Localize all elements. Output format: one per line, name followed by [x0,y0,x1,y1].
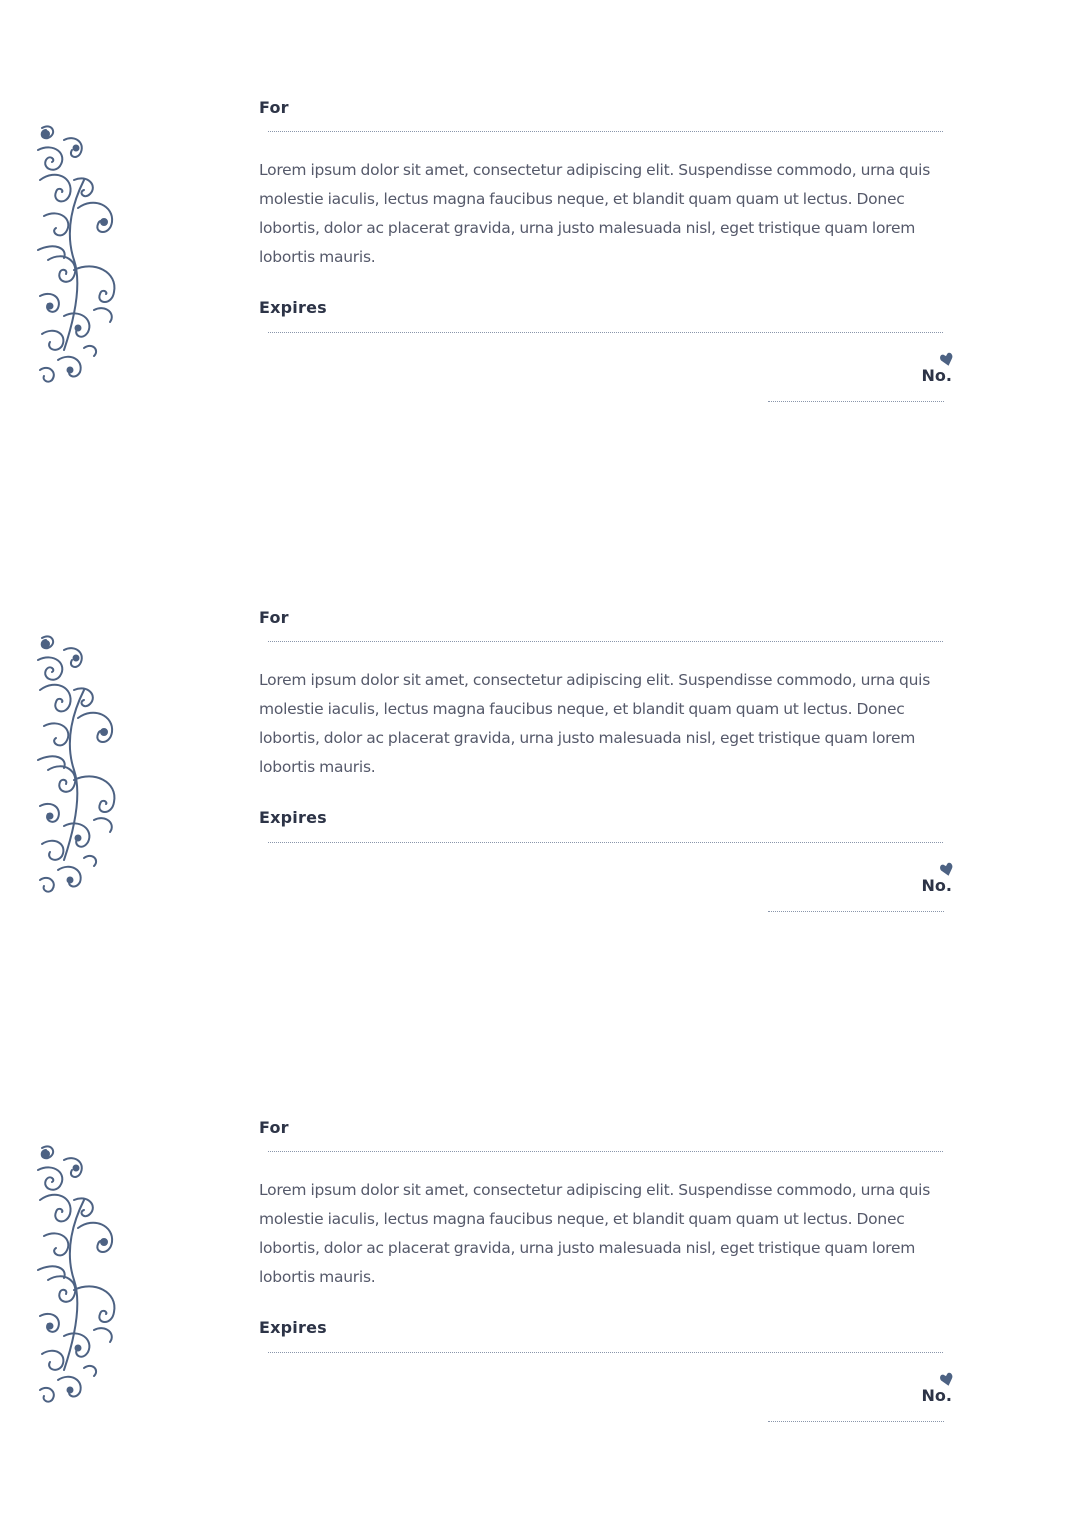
swirl-ornament-icon [34,120,134,390]
coupon-description: Lorem ipsum dolor sit amet, consectetur adipiscing elit. Suspendisse commodo, urna quis molestie iaculis, lectus magna faucibus neque, et blandit quam quam ut lectus. Donec lobortis, dolor ac placerat gravida, urna justo malesuada nisl, eget tristique quam lorem lobortis mauris. [259,161,931,266]
coupon-2 [0,600,1080,930]
coupon-description: Lorem ipsum dolor sit amet, consectetur adipiscing elit. Suspendisse commodo, urna quis molestie iaculis, lectus magna faucibus neque, et blandit quam quam ut lectus. Donec lobortis, dolor ac placerat gravida, urna justo malesuada nisl, eget tristique quam lorem lobortis mauris. [259,671,931,776]
for-field-line[interactable] [268,1151,943,1152]
coupon-description: Lorem ipsum dolor sit amet, consectetur adipiscing elit. Suspendisse commodo, urna quis molestie iaculis, lectus magna faucibus neque, et blandit quam quam ut lectus. Donec lobortis, dolor ac placerat gravida, urna justo malesuada nisl, eget tristique quam lorem lobortis mauris. [259,1181,931,1286]
expires-label: Expires [259,298,327,317]
number-label: No. [921,1386,952,1405]
coupon-1 [0,90,1080,420]
expires-field-line[interactable] [268,842,943,843]
expires-field-line[interactable] [268,332,943,333]
expires-label: Expires [259,808,327,827]
swirl-ornament-icon [34,1140,134,1410]
for-label: For [259,608,289,627]
swirl-ornament-icon [34,630,134,900]
expires-label: Expires [259,1318,327,1337]
number-field [768,1368,952,1428]
number-field-line[interactable] [768,401,944,402]
number-field-line[interactable] [768,1421,944,1422]
number-field [768,348,952,408]
coupon-3 [0,1110,1080,1440]
for-field-line[interactable] [268,131,943,132]
for-label: For [259,98,289,117]
number-field [768,858,952,918]
expires-field-line[interactable] [268,1352,943,1353]
number-label: No. [921,366,952,385]
for-field-line[interactable] [268,641,943,642]
number-label: No. [921,876,952,895]
number-field-line[interactable] [768,911,944,912]
for-label: For [259,1118,289,1137]
